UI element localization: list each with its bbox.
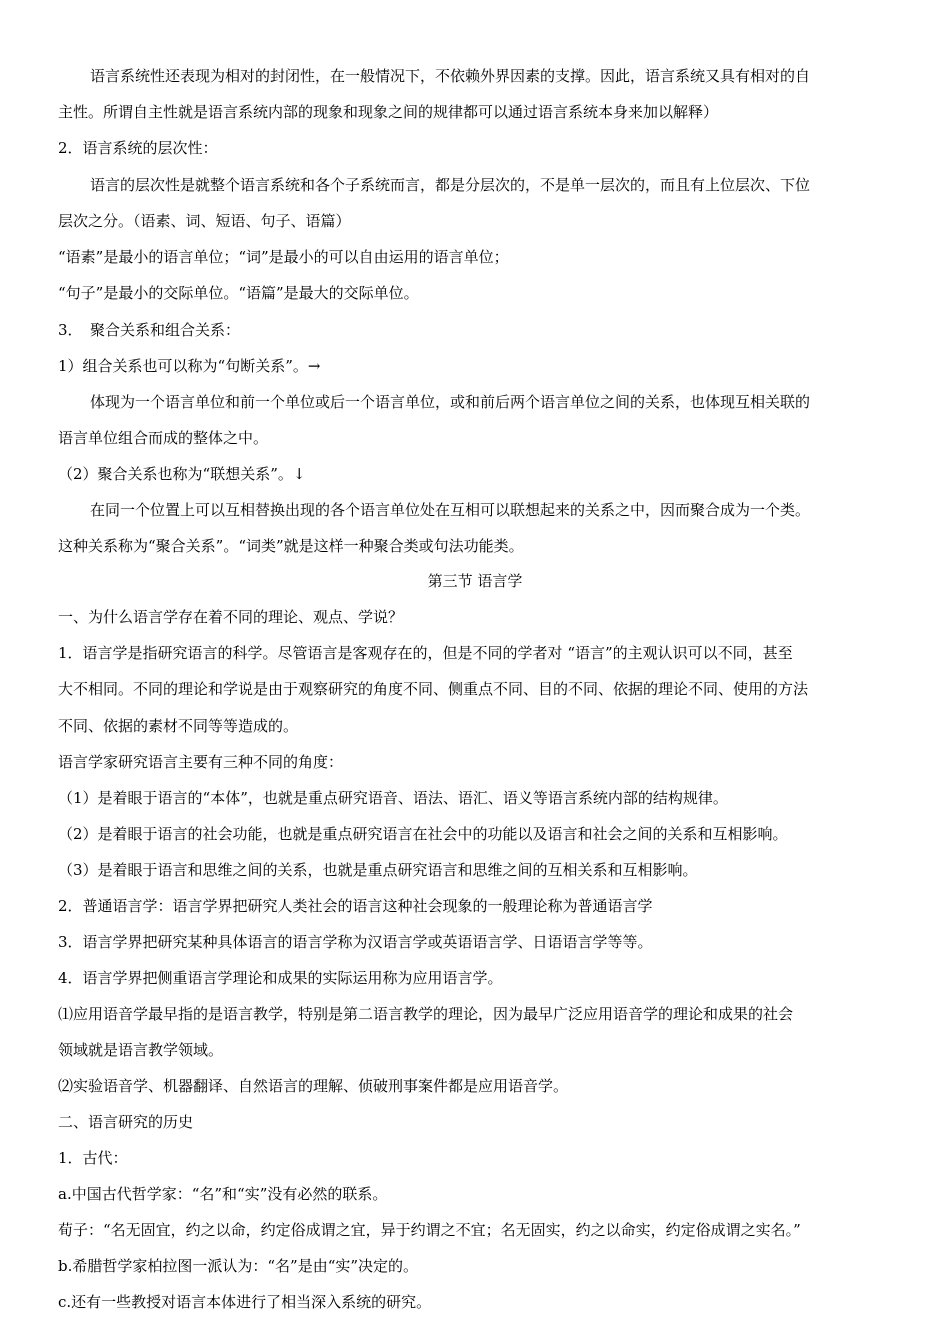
paragraph-line: 语言系统性还表现为相对的封闭性，在一般情况下，不依赖外界因素的支撑。因此，语言系统又具有相对的自: [90, 67, 811, 85]
paragraph-line: 领域就是语言教学领域。: [58, 1041, 224, 1059]
section-title: 第三节 语言学: [427, 572, 523, 590]
section-heading: 3． 聚合关系和组合关系：: [58, 321, 241, 339]
list-item: c.还有一些教授对语言本体进行了相当深入系统的研究。: [58, 1293, 432, 1311]
section-heading: 一、为什么语言学存在着不同的理论、观点、学说？: [58, 608, 404, 626]
list-item: （1）是着眼于语言的“本体”，也就是重点研究语音、语法、语汇、语义等语言系统内部的结构规律。: [58, 789, 728, 807]
list-item: （2）聚合关系也称为“联想关系”。↓: [58, 465, 306, 483]
list-item: （2）是着眼于语言的社会功能，也就是重点研究语言在社会中的功能以及语言和社会之间的关系和互相影响。: [58, 825, 788, 843]
paragraph-line: 层次之分。（语素、词、短语、句子、语篇）: [58, 212, 351, 230]
paragraph-line: 大不相同。不同的理论和学说是由于观察研究的角度不同、侧重点不同、目的不同、依据的理论不同、使用的方法: [58, 680, 809, 698]
paragraph-line: 4．语言学界把侧重语言学理论和成果的实际运用称为应用语言学。: [58, 969, 503, 987]
list-item: a.中国古代哲学家：“名”和“实”没有必然的联系。: [58, 1185, 388, 1203]
paragraph-line: 1．语言学是指研究语言的科学。尽管语言是客观存在的，但是不同的学者对 “语言”的主观认识可以不同，甚至: [58, 644, 793, 662]
section-heading: 1．古代：: [58, 1149, 128, 1167]
quote-line: 荀子：“名无固宜，约之以命，约定俗成谓之宜，异于约谓之不宜；名无固实，约之以命实，约定俗成谓之实名。”: [58, 1221, 801, 1239]
paragraph-line: “语素”是最小的语言单位；“词”是最小的可以自由运用的语言单位；: [58, 248, 509, 266]
list-item: ⑴应用语音学最早指的是语言教学，特别是第二语言教学的理论，因为最早广泛应用语音学的理论和成果的社会: [58, 1005, 794, 1023]
list-item: （3）是着眼于语言和思维之间的关系，也就是重点研究语言和思维之间的互相关系和互相影响。: [58, 861, 698, 879]
paragraph-line: 语言单位组合而成的整体之中。: [58, 429, 269, 447]
list-item: 1）组合关系也可以称为“句断关系”。→: [58, 357, 321, 375]
paragraph-line: 在同一个位置上可以互相替换出现的各个语言单位处在互相可以联想起来的关系之中，因而聚合成为一个类。: [90, 501, 811, 519]
list-item: ⑵实验语音学、机器翻译、自然语言的理解、侦破刑事案件都是应用语音学。: [58, 1077, 569, 1095]
paragraph-line: 语言学家研究语言主要有三种不同的角度：: [58, 753, 344, 771]
section-heading: 二、语言研究的历史: [58, 1113, 194, 1131]
paragraph-line: 语言的层次性是就整个语言系统和各个子系统而言，都是分层次的，不是单一层次的，而且有上位层次、下位: [90, 176, 811, 194]
paragraph-line: 这种关系称为“聚合关系”。“词类”就是这样一种聚合类或句法功能类。: [58, 537, 524, 555]
paragraph-line: 不同、依据的素材不同等等造成的。: [58, 717, 299, 735]
paragraph-line: 2．普通语言学：语言学界把研究人类社会的语言这种社会现象的一般理论称为普通语言学: [58, 897, 653, 915]
paragraph-line: “句子”是最小的交际单位。“语篇”是最大的交际单位。: [58, 284, 419, 302]
list-item: b.希腊哲学家柏拉图一派认为：“名”是由“实”决定的。: [58, 1257, 419, 1275]
section-heading: 2．语言系统的层次性：: [58, 139, 218, 157]
paragraph-line: 3．语言学界把研究某种具体语言的语言学称为汉语言学或英语语言学、日语语言学等等。: [58, 933, 653, 951]
paragraph-line: 体现为一个语言单位和前一个单位或后一个语言单位，或和前后两个语言单位之间的关系，也体现互相关联的: [90, 393, 811, 411]
paragraph-line: 主性。所谓自主性就是语言系统内部的现象和现象之间的规律都可以通过语言系统本身来加以解释）: [58, 103, 719, 121]
